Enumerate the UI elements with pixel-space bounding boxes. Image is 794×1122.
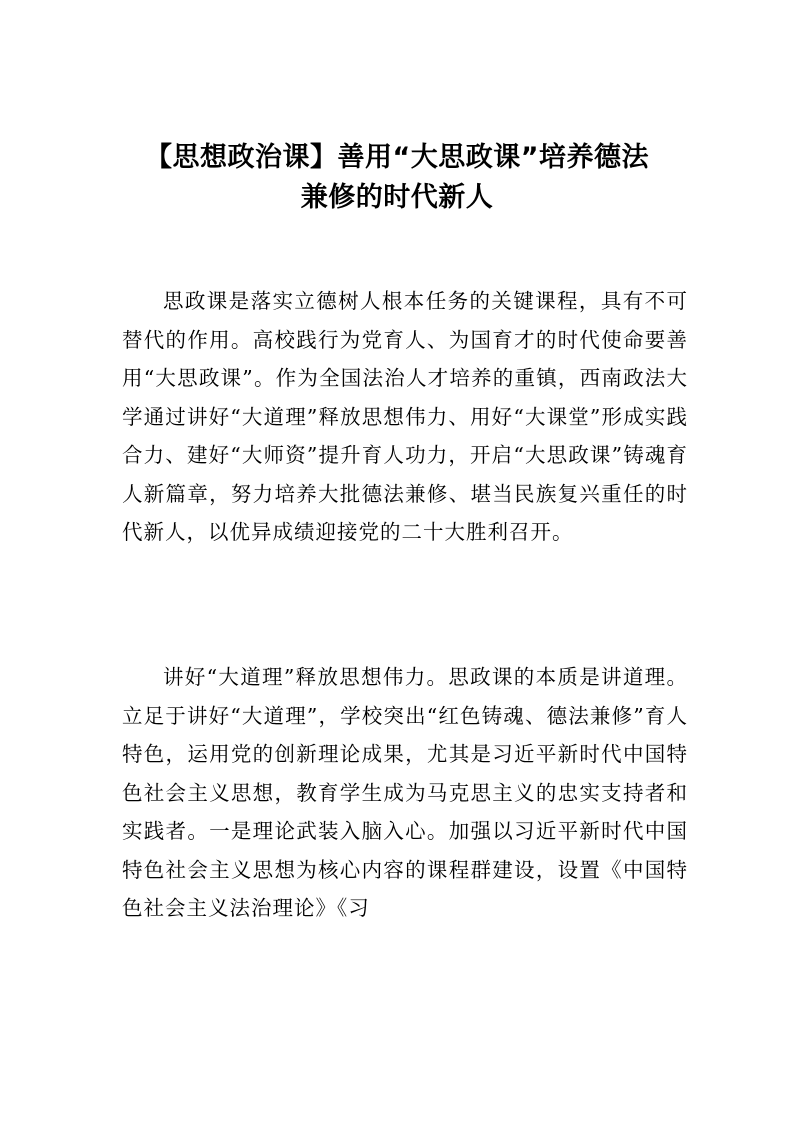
title-line-2: 兼修的时代新人 [300, 182, 494, 213]
document-title [100, 138, 694, 218]
paragraph-big-truth: 讲好“大道理”释放思想伟力。思政课的本质是讲道理。立足于讲好“大道理”，学校突出“红色铸魂、德法兼修”育人特色，运用党的创新理论成果，尤其是习近平新时代中国特色社会主义思想，教育学生成为马克思主义的忠实支持者和实践者。一是理论武装入脑入心。加强以习近平新时代中国特色社会主义思想为核心内容的课程群建设，设置《中国特色社会主义法治理论》《习 [122, 665, 688, 920]
title-line-1: 【思想政治课】善用“大思政课”培养德法 [145, 142, 649, 173]
paragraph-intro: 思政课是落实立德树人根本任务的关键课程，具有不可替代的作用。高校践行为党育人、为国育才的时代使命要善用“大思政课”。作为全国法治人才培养的重镇，西南政法大学通过讲好“大道理”释放思想伟力、用好“大课堂”形成实践合力、建好“大师资”提升育人功力，开启“大思政课”铸魂育人新篇章，努力培养大批德法兼修、堪当民族复兴重任的时代新人，以优异成绩迎接党的二十大胜利召开。 [122, 289, 688, 544]
